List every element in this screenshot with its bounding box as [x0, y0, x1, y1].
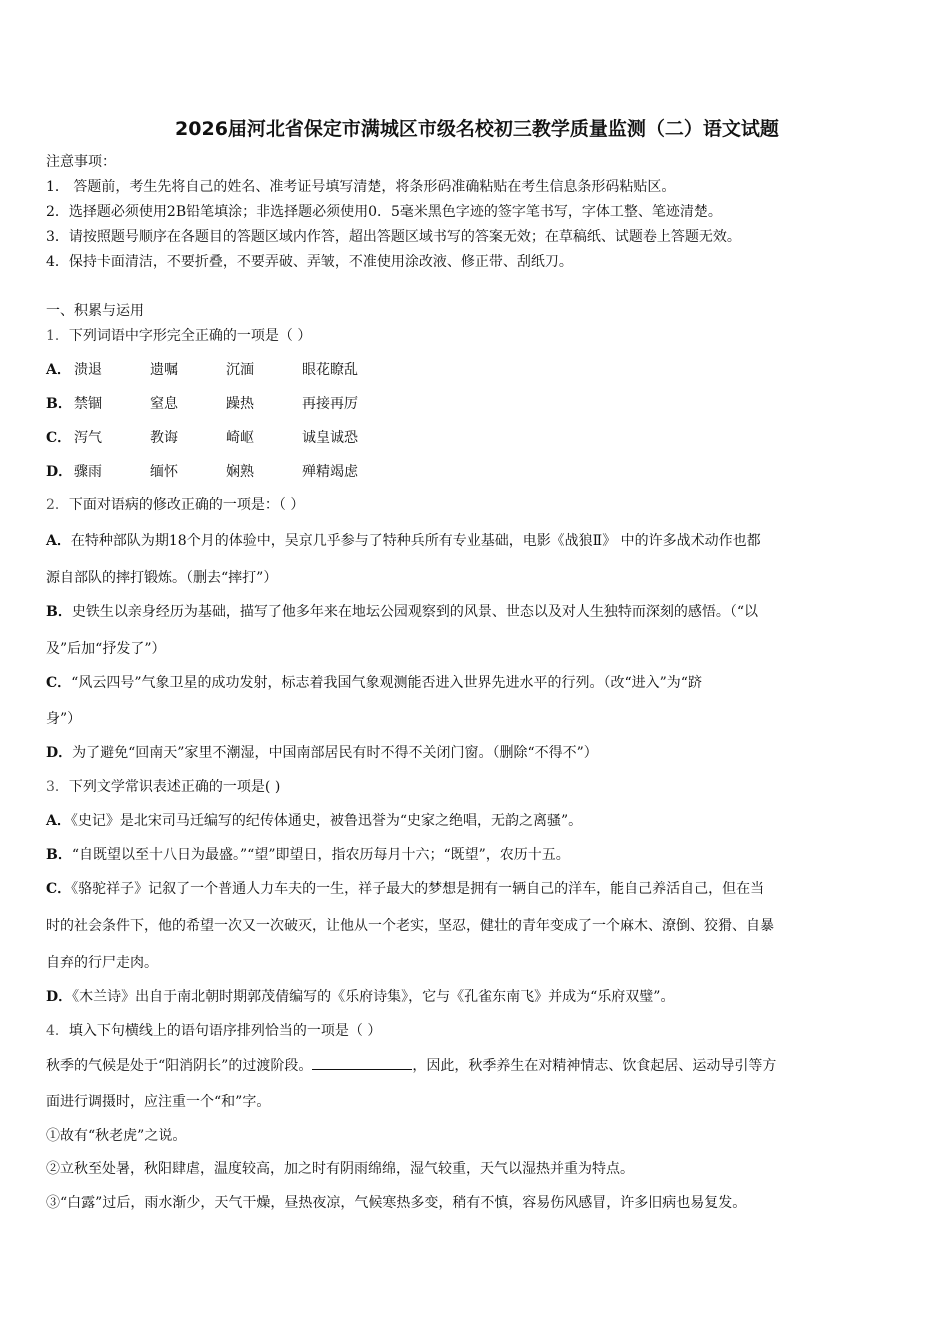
exam-title: 2026届河北省保定市满城区市级名校初三教学质量监测（二）语文试题	[175, 118, 779, 140]
question-text: 下列词语中字形完全正确的一项是（ ）	[68, 328, 312, 344]
option-label: A．	[46, 362, 71, 378]
notice-item: 2．选择题必须使用2B铅笔填涂；非选择题必须使用0．5毫米黑色字迹的签字笔书写，字体工整、笔迹清楚。	[46, 204, 722, 220]
option-text: 在特种部队为期18个月的体验中，吴京几乎参与了特种兵所有专业基础，电影《战狼Ⅱ》 中的许多战术动作也都	[70, 533, 761, 549]
question-4-stem	[46, 1021, 381, 1041]
option-text: 史铁生以亲身经历为基础，描写了他多年来在地坛公园观察到的风景、世态以及对人生独特而深刻的感悟。（“以	[71, 604, 758, 620]
question-2-stem	[46, 495, 304, 515]
option-row-d	[46, 462, 358, 482]
notice-item: 1． 答题前，考生先将自己的姓名、准考证号填写清楚，将条形码准确粘贴在考生信息条形码粘贴区。	[46, 179, 676, 195]
option-text: 《木兰诗》出自于南北朝时期郭茂倩编写的《乐府诗集》，它与《孔雀东南飞》并成为“乐府双璧”。	[72, 989, 675, 1005]
passage-cont: 面进行调摄时，应注重一个“和”字。	[46, 1094, 271, 1110]
fill-blank	[312, 1055, 412, 1070]
question-number: 4．	[46, 1023, 69, 1039]
question-1-stem	[46, 326, 311, 346]
option-label: C．	[46, 675, 72, 691]
option-a-cont: 源自部队的摔打锻炼。（删去“摔打”）	[46, 570, 278, 586]
option-row-b	[46, 394, 358, 414]
question-3-stem	[46, 777, 280, 797]
option-word: 殚精竭虑	[302, 464, 358, 480]
option-word: 再接再厉	[302, 396, 358, 412]
notice-heading: 注意事项：	[46, 154, 116, 170]
option-b-line	[46, 602, 758, 622]
option-c-cont: 时的社会条件下，他的希望一次又一次破灭，让他从一个老实，坚忍，健壮的青年变成了一个麻木、潦倒、狡猾、自暴	[46, 918, 774, 934]
passage-text: ，因此，秋季养生在对精神情志、饮食起居、运动导引等方	[412, 1058, 777, 1074]
option-label: D．	[46, 989, 73, 1005]
option-d-line	[46, 743, 598, 763]
option-text: 《史记》是北宋司马迁编写的纪传体通史，被鲁迅誉为“史家之绝唱，无韵之离骚”。	[70, 813, 583, 829]
sentence-item: ①故有“秋老虎”之说。	[46, 1128, 187, 1144]
option-label: B．	[46, 396, 72, 412]
sentence-item: ②立秋至处暑，秋阳肆虐，温度较高，加之时有阴雨绵绵，湿气较重，天气以湿热并重为特点。	[46, 1161, 634, 1177]
option-label: A．	[46, 813, 71, 829]
option-label: B．	[46, 604, 72, 620]
question-text: 下列文学常识表述正确的一项是( )	[68, 779, 281, 795]
question-number: 1．	[46, 328, 69, 344]
option-label: C．	[46, 881, 72, 897]
option-a-line	[46, 531, 761, 551]
option-word: 骤雨	[74, 464, 102, 480]
option-word: 遗嘱	[150, 362, 178, 378]
option-word: 泻气	[74, 430, 102, 446]
option-word: 禁锢	[74, 396, 102, 412]
option-c-cont: 身”）	[46, 711, 82, 727]
option-text: “风云四号”气象卫星的成功发射，标志着我国气象观测能否进入世界先进水平的行列。（改“进入”为“跻	[71, 675, 702, 691]
option-d-line	[46, 987, 674, 1007]
option-c-line	[46, 673, 702, 693]
option-word: 溃退	[74, 362, 102, 378]
option-b-line	[46, 845, 570, 865]
question-number: 2．	[46, 497, 69, 513]
option-c-cont: 自弃的行尸走肉。	[46, 955, 158, 971]
question-text: 填入下句横线上的语句语序排列恰当的一项是（ ）	[68, 1023, 382, 1039]
option-word: 窒息	[150, 396, 178, 412]
option-label: C．	[46, 430, 72, 446]
option-word: 眼花瞭乱	[302, 362, 358, 378]
option-a-line	[46, 811, 582, 831]
passage-line	[46, 1055, 776, 1076]
sentence-item: ③“白露”过后，雨水渐少，天气干燥，昼热夜凉，气候寒热多变，稍有不慎，容易伤风感冒，许多旧病也易复发。	[46, 1195, 747, 1211]
option-word: 躁热	[226, 396, 254, 412]
option-word: 教诲	[150, 430, 178, 446]
option-word: 沉湎	[226, 362, 254, 378]
question-text: 下面对语病的修改正确的一项是：（ ）	[68, 497, 305, 513]
option-word: 缅怀	[150, 464, 178, 480]
option-b-cont: 及”后加“抒发了”）	[46, 641, 166, 657]
option-text: “自既望以至十八日为最盛。”“望”即望日，指农历每月十六；“既望”，农历十五。	[71, 847, 570, 863]
option-c-line	[46, 879, 764, 899]
section-heading: 一、积累与运用	[46, 303, 144, 319]
option-word: 诚皇诚恐	[302, 430, 358, 446]
option-text: 为了避免“回南天”家里不潮湿，中国南部居民有时不得不关闭门窗。（删除“不得不”）	[72, 745, 598, 761]
option-label: A．	[46, 533, 71, 549]
question-number: 3．	[46, 779, 69, 795]
option-word: 崎岖	[226, 430, 254, 446]
option-row-a	[46, 360, 358, 380]
notice-item: 4．保持卡面清洁，不要折叠，不要弄破、弄皱，不准使用涂改液、修正带、刮纸刀。	[46, 254, 573, 270]
passage-text: 秋季的气候是处于“阳消阴长”的过渡阶段。	[46, 1058, 313, 1074]
option-label: D．	[46, 464, 73, 480]
option-label: B．	[46, 847, 72, 863]
option-label: D．	[46, 745, 73, 761]
option-text: 《骆驼祥子》记叙了一个普通人力车夫的一生，祥子最大的梦想是拥有一辆自己的洋车，能自己养活自己，但在当	[71, 881, 765, 897]
notice-item: 3．请按照题号顺序在各题目的答题区域内作答，超出答题区域书写的答案无效；在草稿纸、试题卷上答题无效。	[46, 229, 741, 245]
option-word: 娴熟	[226, 464, 254, 480]
option-row-c	[46, 428, 358, 448]
